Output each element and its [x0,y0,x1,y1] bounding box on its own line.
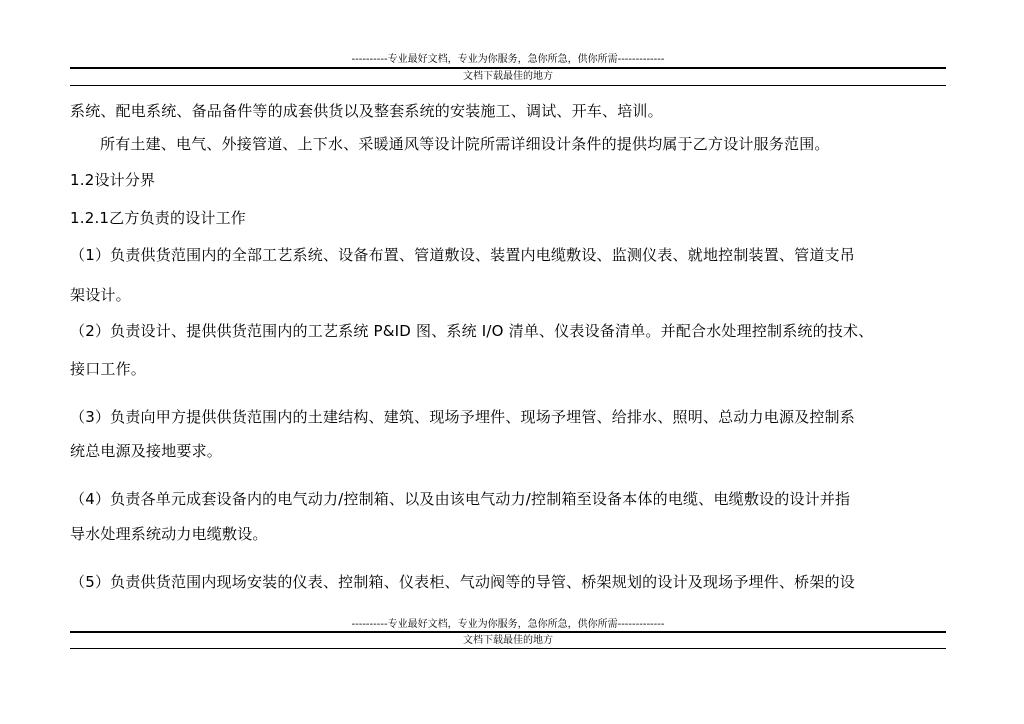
item-3-line-2: 统总电源及接地要求。 [70,442,223,460]
header-subtitle-text: 文档下载最佳的地方 [463,71,553,82]
header-rule-bottom [70,85,946,86]
item-4-line-2: 导水处理系统动力电缆敷设。 [70,525,268,543]
item-3-line-1: （3）负责向甲方提供供货范围内的土建结构、建筑、现场予埋件、现场予埋管、给排水、照明、总动力电源及控制系 [70,408,855,426]
item-5-line-1: （5）负责供货范围内现场安装的仪表、控制箱、仪表柜、气动阀等的导管、桥架规划的设计及现场予埋件、桥架的设 [70,573,855,591]
footer-rule-top [70,631,946,633]
header-rule-top [70,67,946,69]
header-banner-text: ----------专业最好文档，专业为你服务，急你所急，供你所需------------- [351,54,665,65]
body-line-2: 所有土建、电气、外接管道、上下水、采暖通风等设计院所需详细设计条件的提供均属于乙方设计服务范围。 [100,135,830,153]
footer-rule-bottom [70,648,946,649]
footer-banner-text: ----------专业最好文档，专业为你服务，急你所急，供你所需------------- [351,619,665,630]
item-4-line-1: （4）负责各单元成套设备内的电气动力/控制箱、以及由该电气动力/控制箱至设备本体的电缆、电缆敷设的设计并指 [70,490,851,508]
section-heading-1-2-1: 1.2.1乙方负责的设计工作 [70,209,246,227]
item-2-line-2: 接口工作。 [70,360,147,378]
body-line-1: 系统、配电系统、备品备件等的成套供货以及整套系统的安装施工、调试、开车、培训。 [70,102,663,120]
footer-subtitle-text: 文档下载最佳的地方 [463,635,553,646]
section-heading-1-2: 1.2设计分界 [70,171,156,189]
item-2-line-1: （2）负责设计、提供供货范围内的工艺系统 P&ID 图、系统 I/O 清单、仪表设备清单。并配合水处理控制系统的技术、 [70,322,874,340]
item-1-line-2: 架设计。 [70,286,131,304]
item-1-line-1: （1）负责供货范围内的全部工艺系统、设备布置、管道敷设、装置内电缆敷设、监测仪表、就地控制装置、管道支吊 [70,246,855,264]
